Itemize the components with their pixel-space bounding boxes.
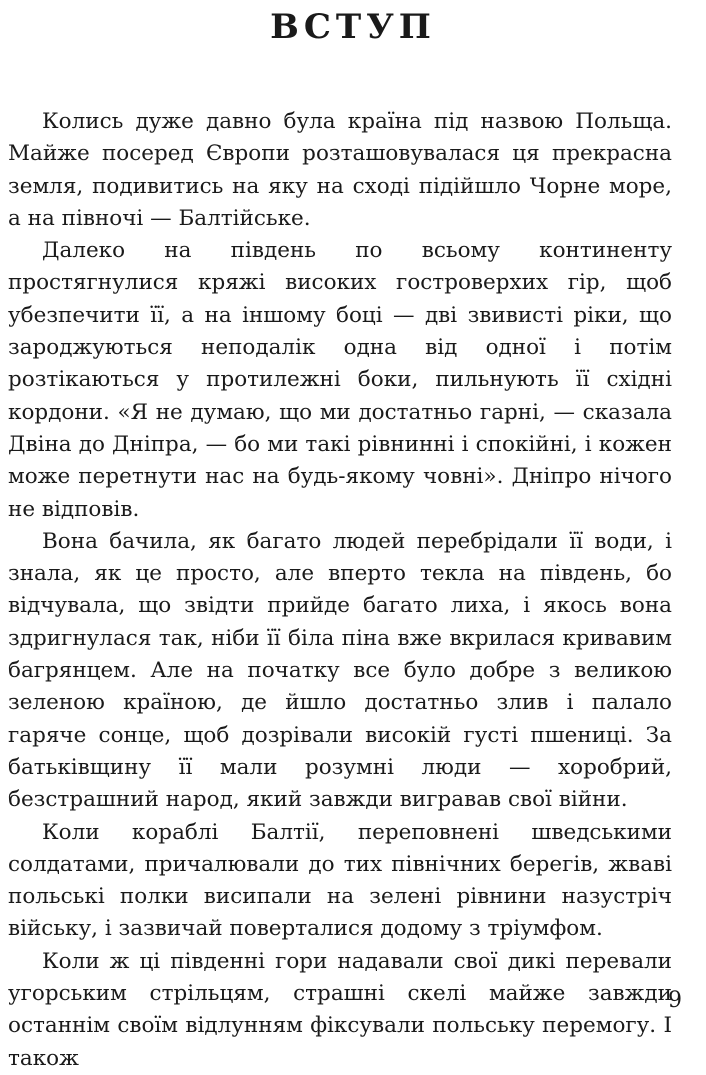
paragraph-3: Вона бачила, як багато людей перебрідали її води, і знала, як це просто, але вперто текла на південь, бо відчувала, що звідти прийде багато лиха, і якось вона здригнулася так, ніби її біла піна вже вкрилася кривавим багрянцем. Але на початку все було добре з великою зеленою країною, де йшло достатньо злив і палало гаряче сонце, щоб дозрівали високій густі пшениці. За батьківщину її мали розумні люди — хоробрий, безстрашний народ, який завжди вигравав свої війни.	[8, 528, 672, 813]
chapter-title: ВСТУП	[270, 7, 436, 47]
page-number: 9	[668, 988, 682, 1013]
paragraph-2: Далеко на південь по всьому континенту простягнулися кряжі високих гостроверхих гір, щоб убезпечити її, а на іншому боці — дві звивисті ріки, що зароджуються неподалік одна від одної і потім розтікаються у протилежні боки, пильнують її східні кордони. «Я не думаю, що ми достатньо гарні, — сказала Двіна до Дніпра, — бо ми такі рівнинні і спокійні, і кожен може перетнути нас на будь-якому човні». Дніпро нічого не відповів.	[8, 238, 672, 522]
paragraph-1: Колись дуже давно була країна під назвою Польща. Майже посеред Європи розташовувалася ця прекрасна земля, подивитись на яку на сході підійшло Чорне море, а на півночі — Балтійське.	[8, 109, 672, 231]
paragraph-5: Коли ж ці південні гори надавали свої дикі перевали угорським стрільцям, страшні скелі майже завжди останнім своїм відлунням фіксували польську перемогу. І також	[8, 948, 672, 1071]
paragraph-4: Коли кораблі Балтії, переповнені шведськими солдатами, причалювали до тих північних берегів, жваві польські полки висипали на зелені рівнини назустріч війську, і зазвичай поверталися додому з тріумфом.	[8, 819, 672, 942]
body-text	[8, 106, 672, 1075]
